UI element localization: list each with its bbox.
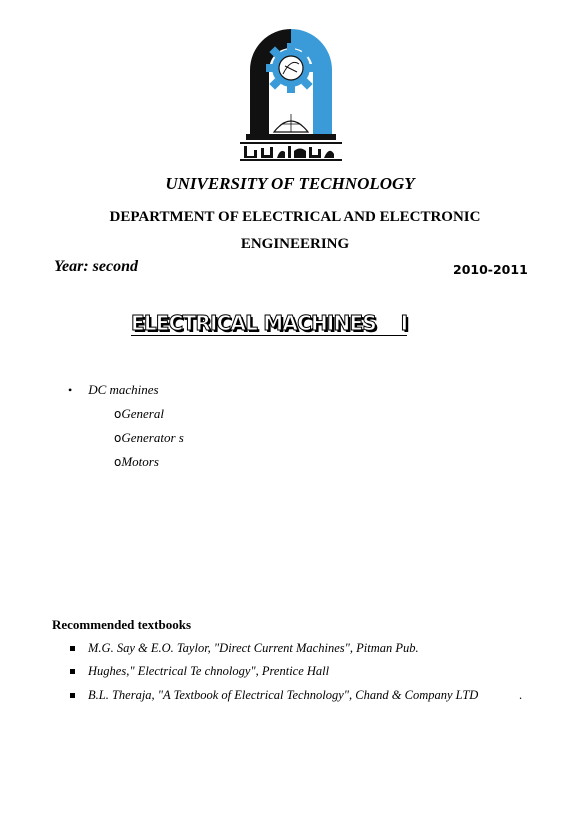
circle-bullet-icon: o [114,431,122,445]
subtopic-label: Motors [121,454,159,469]
textbook-item [70,688,478,703]
topic-label: DC machines [88,382,159,397]
textbook-label: B.L. Theraja, "A Textbook of Electrical Technology", Chand & Company LTD [88,688,479,702]
bullet-icon: • [68,383,73,397]
textbook-label: Hughes," Electrical Te chnology", Prentice Hall [88,664,330,678]
textbook-label: M.G. Say & E.O. Taylor, "Direct Current Machines", Pitman Pub. [88,641,419,655]
circle-bullet-icon: o [114,407,122,421]
department-line-1: DEPARTMENT OF ELECTRICAL AND ELECTRONIC [109,209,481,225]
textbook-item [70,664,329,679]
course-title [131,312,407,336]
square-bullet-icon [70,693,75,698]
course-title-text: ELECTRICAL MACHINES [131,311,376,335]
subtopic-item [114,405,164,423]
syllabus-topic [68,381,159,399]
university-logo [236,26,346,162]
square-bullet-icon [70,669,75,674]
textbook-item [70,641,419,656]
textbooks-heading: Recommended textbooks [52,617,192,632]
gear-icon [266,43,316,93]
square-bullet-icon [70,646,75,651]
subtopic-label: General [121,406,164,421]
subtopic-item [114,429,184,447]
subtopic-label: Generator s [121,430,184,445]
arabic-calligraphy [240,142,342,161]
academic-session: 2010-2011 [453,262,528,277]
course-number: I [400,311,408,335]
subtopic-item [114,453,159,471]
trailing-period: . [519,688,523,702]
circle-bullet-icon: o [114,455,122,469]
year-label: Year: second [54,258,138,275]
department-line-2: ENGINEERING [240,236,350,252]
department-name [40,204,550,258]
university-name: UNIVERSITY OF TECHNOLOGY [165,174,415,193]
